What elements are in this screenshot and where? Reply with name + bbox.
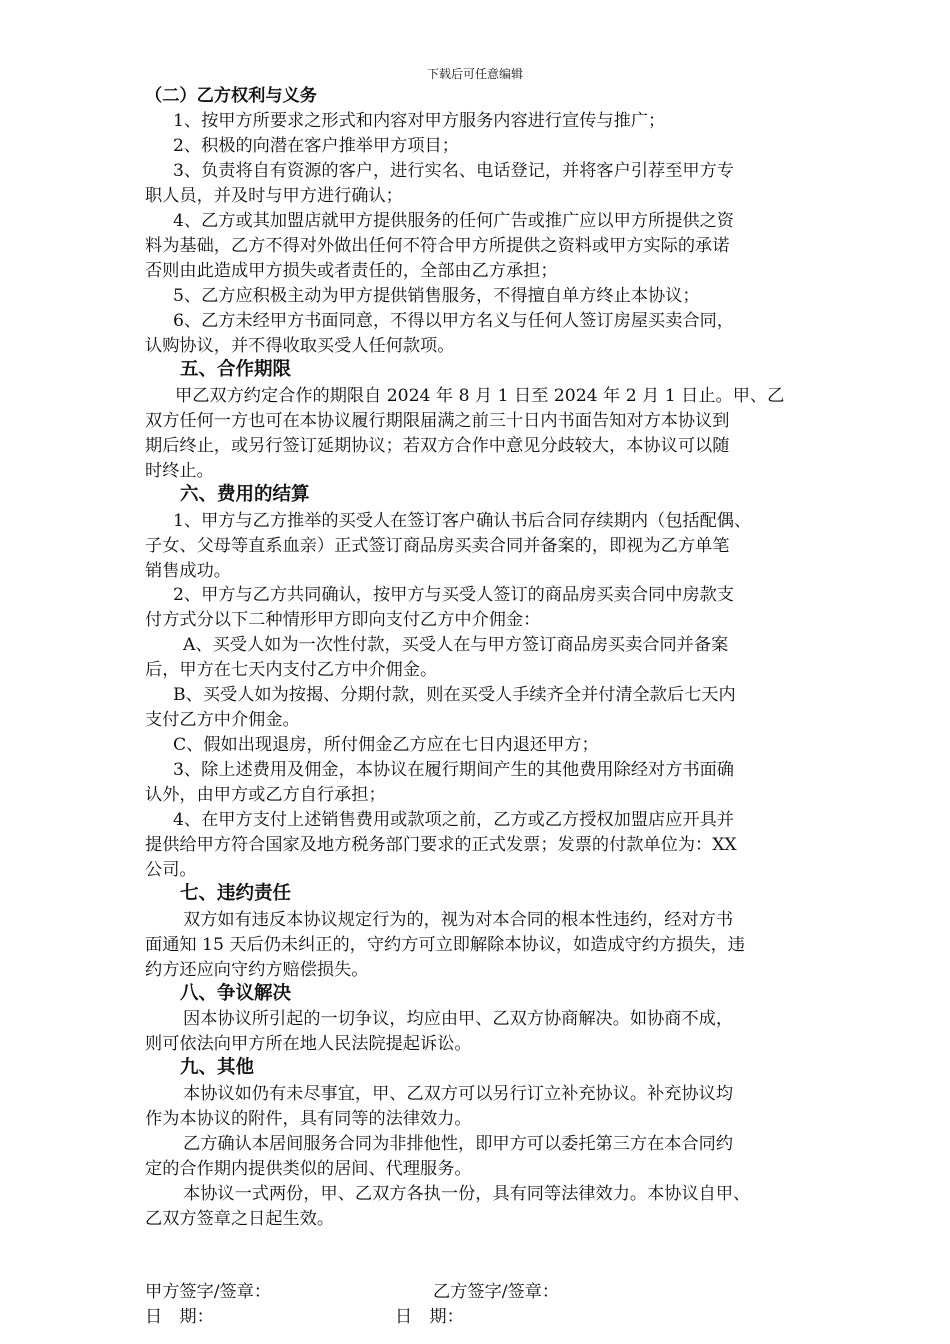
body-line: 乙双方签章之日起生效。 xyxy=(145,1209,335,1229)
section-heading: 六、费用的结算 xyxy=(180,484,310,505)
body-line: 子女、父母等直系血亲）正式签订商品房买卖合同并备案的，即视为乙方单笔 xyxy=(145,536,730,556)
body-line: 料为基础，乙方不得对外做出任何不符合甲方所提供之资料或甲方实际的承诺 xyxy=(145,236,730,256)
body-line: B、买受人如为按揭、分期付款，则在买受人手续齐全并付清全款后七天内 xyxy=(173,685,736,705)
body-line: 甲乙双方约定合作的期限自 2024 年 8 月 1 日至 2024 年 2 月 1 日止。甲、乙 xyxy=(175,386,785,406)
body-line: 约方还应向守约方赔偿损失。 xyxy=(145,960,369,980)
body-line: 双方如有违反本协议规定行为的，视为对本合同的根本性违约，经对方书 xyxy=(183,910,734,930)
body-line: 否则由此造成甲方损失或者责任的，全部由乙方承担； xyxy=(145,261,558,281)
body-line: 3、除上述费用及佣金，本协议在履行期间产生的其他费用除经对方书面确 xyxy=(173,760,734,780)
body-line: 1、按甲方所要求之形式和内容对甲方服务内容进行宣传与推广； xyxy=(173,111,666,131)
body-line: 4、乙方或其加盟店就甲方提供服务的任何广告或推广应以甲方所提供之资 xyxy=(173,211,734,231)
body-line: 提供给甲方符合国家及地方税务部门要求的正式发票；发票的付款单位为：XX xyxy=(145,835,737,855)
body-line: 4、在甲方支付上述销售费用或款项之前，乙方或乙方授权加盟店应开具并 xyxy=(173,810,734,830)
body-line: 期后终止，或另行签订延期协议；若双方合作中意见分歧较大，本协议可以随 xyxy=(145,436,730,456)
body-line: 时终止。 xyxy=(145,461,214,481)
body-line: 因本协议所引起的一切争议，均应由甲、乙双方协商解决。如协商不成， xyxy=(183,1009,734,1029)
body-line: 2、积极的向潜在客户推举甲方项目； xyxy=(173,136,459,156)
body-line: C、假如出现退房，所付佣金乙方应在七日内退还甲方； xyxy=(173,735,599,755)
body-line: 5、乙方应积极主动为甲方提供销售服务，不得擅自单方终止本协议； xyxy=(173,286,700,306)
body-line: 面通知 15 天后仍未纠正的，守约方可立即解除本协议，如造成守约方损失，违 xyxy=(145,935,745,955)
body-line: 3、负责将自有资源的客户，进行实名、电话登记，并将客户引荐至甲方专 xyxy=(173,161,734,181)
body-line: 付方式分以下二种情形甲方即向支付乙方中介佣金： xyxy=(145,610,541,630)
party-a-signature-label: 甲方签字/签章： xyxy=(145,1282,272,1302)
body-line: 公司。 xyxy=(145,860,197,880)
section-heading: 九、其他 xyxy=(180,1057,255,1078)
body-line: 作为本协议的附件，具有同等的法律效力。 xyxy=(145,1109,472,1129)
body-line: 销售成功。 xyxy=(145,561,231,581)
body-line: 支付乙方中介佣金。 xyxy=(145,710,300,730)
body-line: 1、甲方与乙方推举的买受人在签订客户确认书后合同存续期内（包括配偶、 xyxy=(173,511,752,531)
section-heading: 五、合作期限 xyxy=(180,359,292,380)
party-b-date-label: 日 期： xyxy=(395,1307,464,1327)
body-line: 定的合作期内提供类似的居间、代理服务。 xyxy=(145,1159,472,1179)
body-line: 认外，由甲方或乙方自行承担； xyxy=(145,785,386,805)
party-a-date-label: 日 期： xyxy=(145,1307,214,1327)
body-line: 本协议一式两份，甲、乙双方各执一份，具有同等法律效力。本协议自甲、 xyxy=(183,1184,751,1204)
section-heading: （二）乙方权利与义务 xyxy=(145,86,317,106)
body-line: 2、甲方与乙方共同确认，按甲方与买受人签订的商品房买卖合同中房款支 xyxy=(173,585,734,605)
body-line: 则可依法向甲方所在地人民法院提起诉讼。 xyxy=(145,1034,472,1054)
body-line: 乙方确认本居间服务合同为非排他性，即甲方可以委托第三方在本合同约 xyxy=(183,1134,734,1154)
body-line: 后，甲方在七天内支付乙方中介佣金。 xyxy=(145,660,438,680)
body-line: 6、乙方未经甲方书面同意，不得以甲方名义与任何人签订房屋买卖合同， xyxy=(173,311,734,331)
body-line: 职人员，并及时与甲方进行确认； xyxy=(145,186,403,206)
header-note: 下载后可任意编辑 xyxy=(426,67,523,81)
body-line: 双方任何一方也可在本协议履行期限届满之前三十日内书面告知对方本协议到 xyxy=(145,411,730,431)
section-heading: 七、违约责任 xyxy=(180,883,292,904)
body-line: 认购协议，并不得收取买受人任何款项。 xyxy=(145,336,455,356)
section-heading: 八、争议解决 xyxy=(180,983,292,1004)
body-line: 本协议如仍有未尽事宜，甲、乙双方可以另行订立补充协议。补充协议均 xyxy=(183,1084,734,1104)
body-line: A、买受人如为一次性付款，买受人在与甲方签订商品房买卖合同并备案 xyxy=(183,635,729,655)
party-b-signature-label: 乙方签字/签章： xyxy=(433,1282,560,1302)
